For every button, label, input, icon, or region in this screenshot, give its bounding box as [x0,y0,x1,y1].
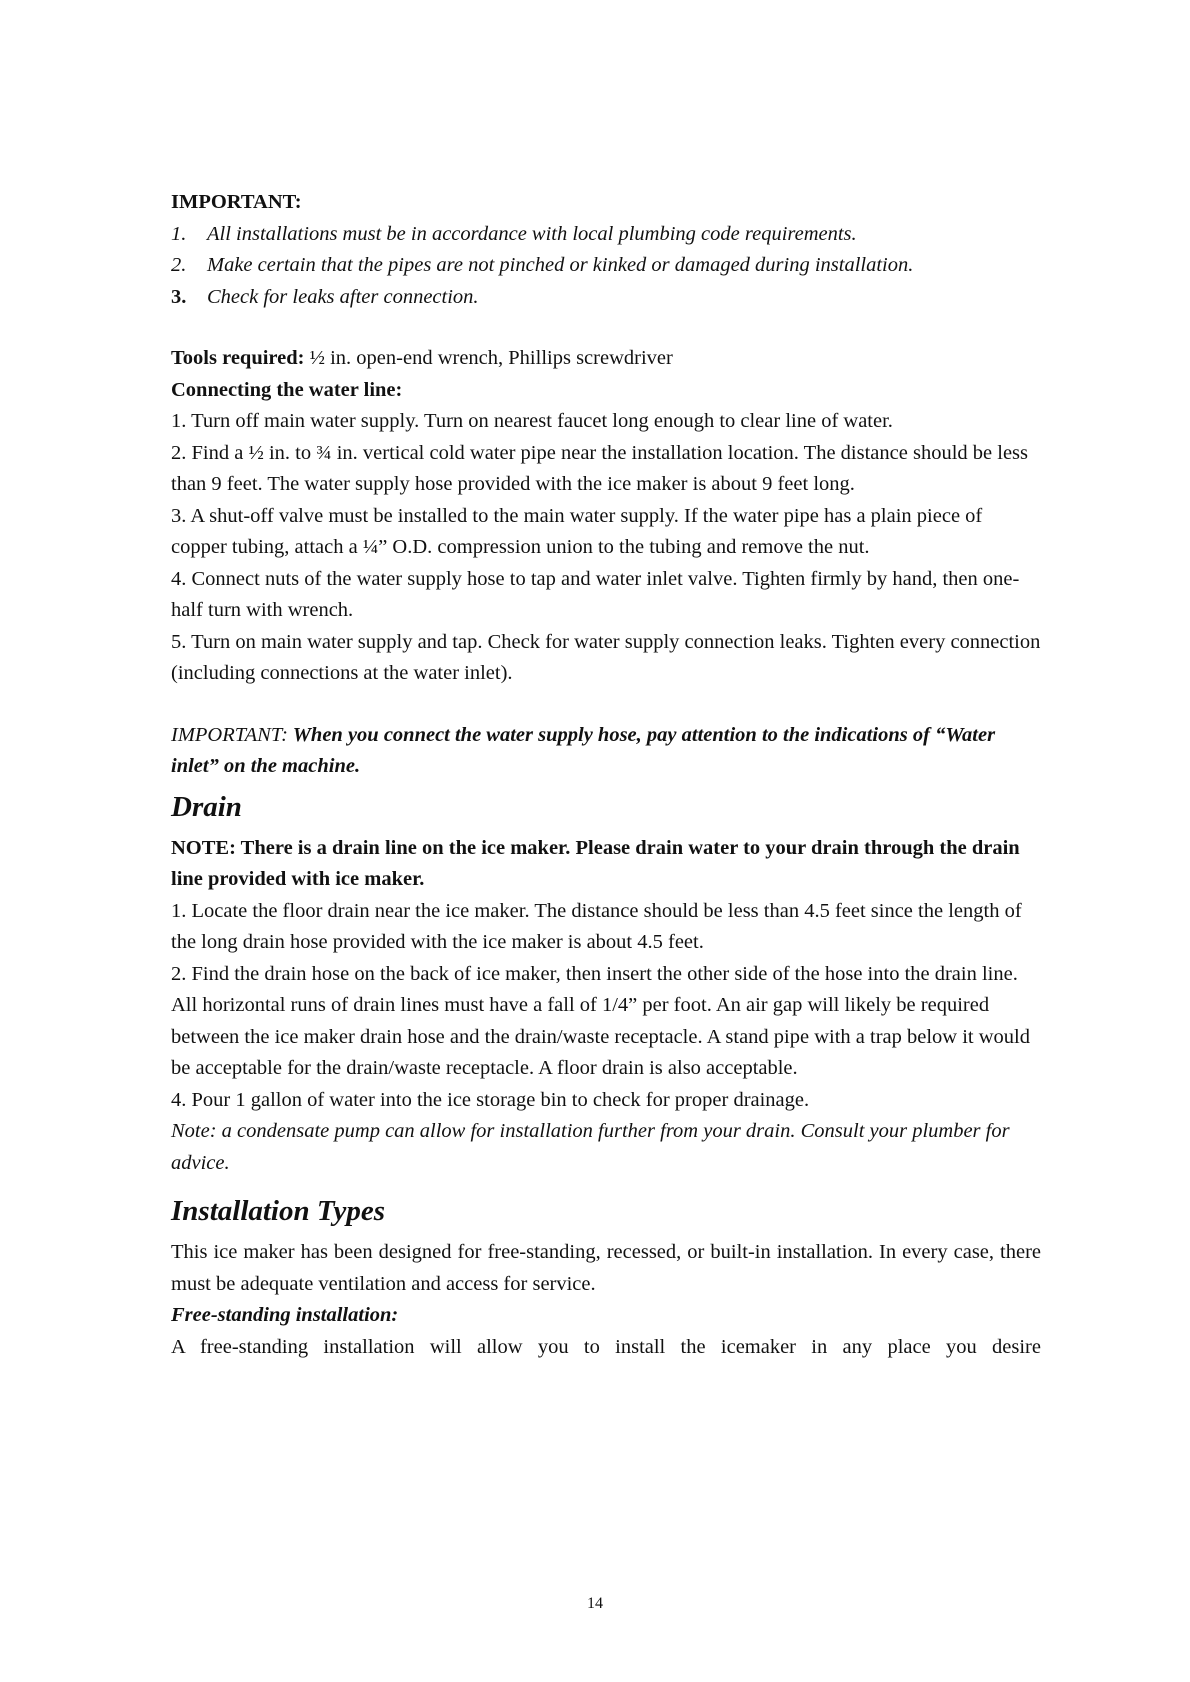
free-standing-heading: Free-standing installation: [171,1304,399,1326]
installation-types-intro: This ice maker has been designed for free-standing, recessed, or built-in installation. In every case, there must be adequate ventilation and access for service. [171,1241,1041,1295]
important-item-text: All installations must be in accordance with local plumbing code requirements. [207,222,857,245]
important-item [171,219,1041,251]
tools-text: ½ in. open-end wrench, Phillips screwdriver [304,347,673,369]
important-item-text: Make certain that the pipes are not pinched or kinked or damaged during installation. [207,254,914,276]
installation-types-heading: Installation Types [171,1195,386,1227]
connecting-step: 3. A shut-off valve must be installed to the main water supply. If the water pipe has a plain piece of copper tubing, attach a ¼” O.D. compression union to the tubing and remove the nut. [171,504,983,558]
important-item-number: 1. [171,222,187,245]
drain-paragraph: All horizontal runs of drain lines must have a fall of 1/4” per foot. An air gap will likely be required between the ice maker drain hose and the drain/waste receptacle. A stand pipe with a trap below it would be acceptable for the drain/waste receptacle. A floor drain is also acceptable. [171,994,1030,1079]
document-page [171,187,1041,1363]
drain-paragraph: 1. Locate the floor drain near the ice maker. The distance should be less than 4.5 feet since the length of the long drain hose provided with the ice maker is about 4.5 feet. [171,899,1022,953]
important-note-text: When you connect the water supply hose, pay attention to the indications of “Water inlet” on the machine. [171,723,996,777]
connecting-step: 4. Connect nuts of the water supply hose to tap and water inlet valve. Tighten firmly by hand, then one-half turn with wrench. [171,567,1020,621]
spacer [171,690,1041,720]
important-heading: IMPORTANT: [171,191,302,213]
important-item-number: 3. [171,285,187,308]
drain-italic-note: Note: a condensate pump can allow for installation further from your drain. Consult your plumber for advice. [171,1120,1010,1174]
spacer [171,313,1041,343]
drain-paragraph: 4. Pour 1 gallon of water into the ice storage bin to check for proper drainage. [171,1088,810,1111]
important-item-text: Check for leaks after connection. [207,285,479,308]
connecting-step: 2. Find a ½ in. to ¾ in. vertical cold water pipe near the installation location. The distance should be less than 9 feet. The water supply hose provided with the ice maker is about 9 feet long. [171,441,1028,495]
page-number: 14 [587,1595,603,1612]
important-item [171,250,1041,282]
important-item [171,282,1041,314]
tools-label: Tools required: [171,347,305,369]
connecting-step: 1. Turn off main water supply. Turn on nearest faucet long enough to clear line of water. [171,410,893,432]
important-note [171,720,1041,783]
free-standing-text: A free-standing installation will allow you to install the icemaker in any place you desire [171,1335,1041,1358]
important-item-number: 2. [171,254,187,276]
tools-required [171,343,1041,375]
important-note-label: IMPORTANT: [171,723,288,746]
drain-paragraph: 2. Find the drain hose on the back of ice maker, then insert the other side of the hose into the drain line. [171,962,1018,985]
drain-heading: Drain [171,790,242,823]
important-list [171,219,1041,314]
drain-note: NOTE: There is a drain line on the ice maker. Please drain water to your drain through the drain line provided with ice maker. [171,836,1020,890]
connecting-heading: Connecting the water line: [171,378,403,401]
connecting-step: 5. Turn on main water supply and tap. Check for water supply connection leaks. Tighten every connection (including connections at the water inlet). [171,630,1041,684]
